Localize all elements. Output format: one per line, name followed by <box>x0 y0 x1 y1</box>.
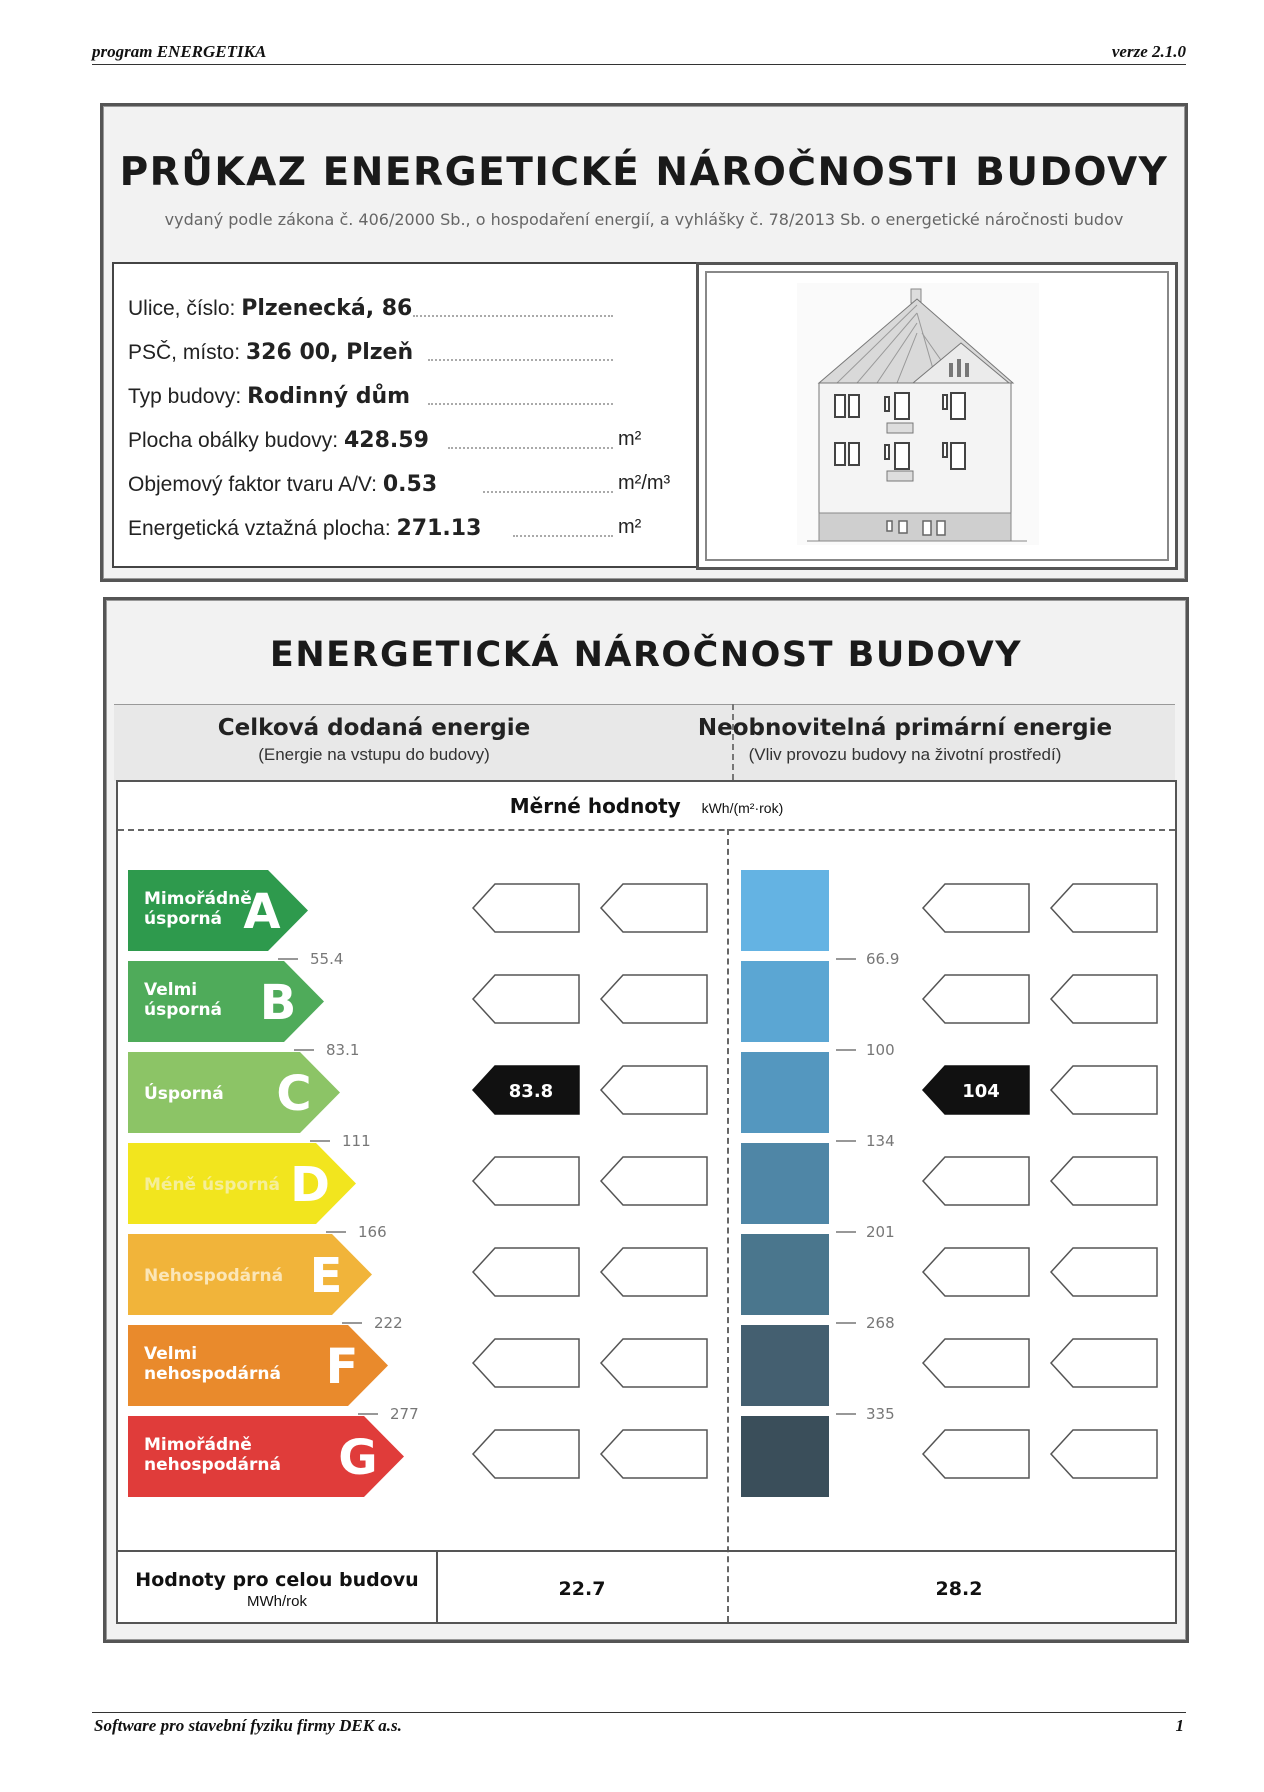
units-value: kWh/(m²·rok) <box>701 800 784 816</box>
primary-color-block-c <box>741 1052 829 1133</box>
primary-color-block-f <box>741 1325 829 1406</box>
class-label-d: Méně úsporná <box>144 1175 281 1195</box>
primary-box-a-b <box>923 975 1029 1023</box>
area-value: 428.59 <box>343 428 429 453</box>
ref-area-value: 271.13 <box>396 516 482 541</box>
primary-box-b-a <box>1051 884 1157 932</box>
certificate-subtitle: vydaný podle zákona č. 406/2000 Sb., o hospodaření energií, a vyhlášky č. 78/2013 Sb. o energetické náročnosti budov <box>164 210 1124 229</box>
class-letter-g: G <box>338 1430 378 1486</box>
building-info-box <box>112 262 700 568</box>
footer-software: Software pro stavební fyziku firmy DEK a.s. <box>94 1716 402 1735</box>
area-row <box>128 428 688 453</box>
class-letter-f: F <box>325 1339 359 1395</box>
primary-color-block-d <box>741 1143 829 1224</box>
col-primary-title: Neobnovitelná primární energie <box>697 715 1113 741</box>
delivered-threshold-5: 222 <box>374 1314 403 1332</box>
primary-threshold-5: 268 <box>866 1314 895 1332</box>
energy-scale <box>118 830 1175 1550</box>
delivered-threshold-3: 111 <box>342 1132 371 1150</box>
delivered-box-b-c <box>601 1066 707 1114</box>
class-label-e: Nehospodárná <box>144 1266 284 1286</box>
class-label-b-line2: úsporná <box>144 1000 223 1020</box>
primary-color-block-b <box>741 961 829 1042</box>
delivered-box-b-b <box>601 975 707 1023</box>
class-label-a-line1: Mimořádně <box>144 889 252 909</box>
energy-rating-panel <box>103 597 1189 1643</box>
rating-title: ENERGETICKÁ NÁROČNOST BUDOVY <box>269 635 1023 675</box>
primary-threshold-2: 100 <box>866 1041 895 1059</box>
delivered-box-a-d <box>473 1157 579 1205</box>
primary-threshold-1: 66.9 <box>866 950 900 968</box>
primary-box-a-e <box>923 1248 1029 1296</box>
ref-area-row <box>128 516 688 541</box>
factor-value: 0.53 <box>382 472 438 497</box>
factor-unit: m²/m³ <box>618 472 671 494</box>
totals-row <box>118 1550 1175 1622</box>
primary-box-b-b <box>1051 975 1157 1023</box>
delivered-threshold-6: 277 <box>390 1405 419 1423</box>
units-row <box>118 794 1175 818</box>
header-divider <box>92 64 1186 65</box>
type-row <box>128 384 688 409</box>
totals-label-cell <box>118 1552 438 1622</box>
totals-unit: MWh/rok <box>247 1593 307 1610</box>
primary-threshold-3: 134 <box>866 1132 895 1150</box>
primary-value-label: 104 <box>962 1081 1000 1102</box>
delivered-box-a-a <box>473 884 579 932</box>
delivered-box-b-g <box>601 1430 707 1478</box>
area-unit: m² <box>618 428 642 450</box>
column-headers <box>114 704 1175 781</box>
delivered-threshold-4: 166 <box>358 1223 387 1241</box>
class-label-a-line2: úsporná <box>144 909 223 929</box>
class-label-f-line2: nehospodárná <box>144 1364 281 1384</box>
primary-threshold-6: 335 <box>866 1405 895 1423</box>
total-delivered-value: 22.7 <box>558 1578 606 1600</box>
class-label-g-line1: Mimořádně <box>144 1435 252 1455</box>
class-label-g-line2: nehospodárná <box>144 1455 281 1475</box>
totals-label: Hodnoty pro celou budovu <box>135 1569 419 1591</box>
area-label: Plocha obálky budovy: <box>128 429 339 452</box>
street-label: Ulice, číslo: <box>128 297 236 320</box>
type-label: Typ budovy: <box>128 385 242 408</box>
class-letter-a: A <box>243 884 281 940</box>
city-row <box>128 340 688 365</box>
delivered-box-b-f <box>601 1339 707 1387</box>
class-label-c: Úsporná <box>144 1084 224 1104</box>
footer-divider <box>92 1712 1186 1713</box>
delivered-box-a-g <box>473 1430 579 1478</box>
primary-box-a-d <box>923 1157 1029 1205</box>
rating-table <box>116 780 1177 1624</box>
primary-box-b-d <box>1051 1157 1157 1205</box>
city-label: PSČ, místo: <box>128 341 241 364</box>
col-delivered-title: Celková dodaná energie <box>217 715 531 741</box>
type-value: Rodinný dům <box>247 384 411 409</box>
delivered-box-a-f <box>473 1339 579 1387</box>
building-image-frame <box>696 262 1178 570</box>
class-label-f-line1: Velmi <box>144 1344 198 1364</box>
primary-box-b-f <box>1051 1339 1157 1387</box>
primary-box-b-c <box>1051 1066 1157 1114</box>
class-label-b-line1: Velmi <box>144 980 198 1000</box>
class-letter-e: E <box>309 1248 343 1304</box>
footer-page-number: 1 <box>1175 1716 1184 1735</box>
factor-label: Objemový faktor tvaru A/V: <box>128 473 377 496</box>
primary-box-b-e <box>1051 1248 1157 1296</box>
primary-color-block-e <box>741 1234 829 1315</box>
primary-threshold-4: 201 <box>866 1223 895 1241</box>
col-delivered-subtitle: (Energie na vstupu do budovy) <box>258 745 490 764</box>
primary-color-block-a <box>741 870 829 951</box>
col-delivered-header <box>114 715 634 765</box>
primary-box-b-g <box>1051 1430 1157 1478</box>
col-primary-subtitle: (Vliv provozu budovy na životní prostředí) <box>748 745 1062 764</box>
street-value: Plzenecká, 86 <box>241 296 413 321</box>
delivered-box-b-e <box>601 1248 707 1296</box>
units-label: Měrné hodnoty <box>509 794 681 818</box>
delivered-box-b-a <box>601 884 707 932</box>
primary-color-block-g <box>741 1416 829 1497</box>
delivered-threshold-1: 55.4 <box>310 950 344 968</box>
class-letter-c: C <box>276 1066 312 1122</box>
factor-row <box>128 472 688 497</box>
delivered-value-label: 83.8 <box>508 1081 554 1102</box>
primary-box-a-a <box>923 884 1029 932</box>
house-elevation-drawing <box>707 273 1163 555</box>
class-letter-b: B <box>259 975 297 1031</box>
ref-area-unit: m² <box>618 516 642 538</box>
header-program-name: program ENERGETIKA <box>92 42 267 61</box>
col-primary-header <box>640 715 1170 765</box>
delivered-threshold-2: 83.1 <box>326 1041 360 1059</box>
ref-area-label: Energetická vztažná plocha: <box>128 517 391 540</box>
primary-box-a-g <box>923 1430 1029 1478</box>
delivered-box-b-d <box>601 1157 707 1205</box>
primary-box-a-f <box>923 1339 1029 1387</box>
delivered-box-a-e <box>473 1248 579 1296</box>
certificate-panel <box>100 103 1188 582</box>
class-letter-d: D <box>290 1157 330 1213</box>
city-value: 326 00, Plzeň <box>245 340 414 365</box>
header-version: verze 2.1.0 <box>1111 42 1186 61</box>
total-primary-value: 28.2 <box>935 1578 983 1600</box>
delivered-box-a-b <box>473 975 579 1023</box>
street-row <box>128 296 688 321</box>
certificate-title: PRŮKAZ ENERGETICKÉ NÁROČNOSTI BUDOVY <box>119 150 1169 195</box>
